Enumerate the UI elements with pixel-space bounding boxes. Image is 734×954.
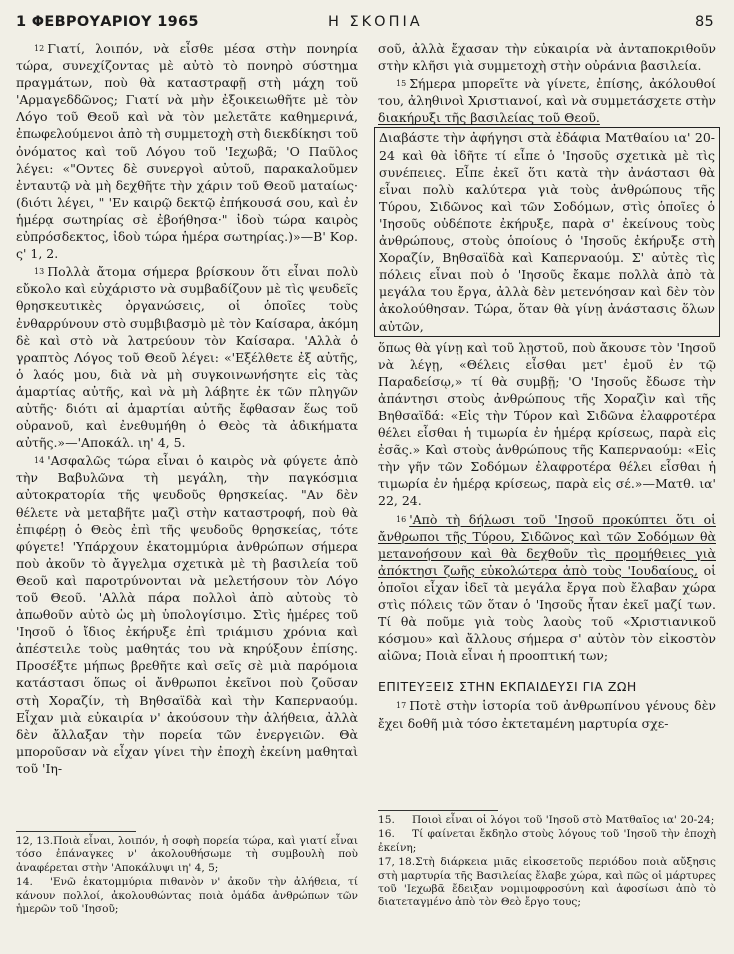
boxed-passage — [374, 127, 720, 336]
paragraph-text: Σήμερα μπορεῖτε νὰ γίνετε, ἐπίσης, ἀκόλουθοί του, ἀληθινοὶ Χριστιανοί, καὶ νὰ συμμετάσχετε στὴν — [378, 76, 717, 109]
paragraph-14 — [16, 452, 358, 777]
paragraph-text: σοῦ, ἀλλὰ ἔχασαν τὴν εὐκαιρία νὰ ἀνταποκριθοῦν στὴν κλῆσι γιὰ συμμετοχὴ στὴν οὐράνια βασιλεία. — [378, 41, 716, 74]
page-header — [16, 8, 716, 34]
magazine-title: Η ΣΚΟΠΙΑ — [328, 14, 423, 30]
issue-date: 1 ΦΕΒΡΟΥΑΡΙΟΥ 1965 — [16, 14, 199, 30]
section-heading: ΕΠΙΤΕΥΞΕΙΣ ΣΤΗΝ ΕΚΠΑΙΔΕΥΣΙ ΓΙΑ ΖΩΗ — [378, 679, 637, 695]
question-text: 'Ενῶ ἑκατομμύρια πιθανὸν ν' ἀκοῦν τὴν ἀλήθεια, τί κάνουν πολλοί, ἀκολουθώντας ποιὰ ὁμάδα ἀνθρώπων τῶν ἡμερῶν τοῦ 'Ιησοῦ; — [16, 876, 358, 916]
paragraph-number: 13 — [34, 267, 45, 277]
paragraph-15-continued — [378, 339, 716, 510]
boxed-text: Διαβάστε τὴν ἀφήγησι στὰ ἐδάφια Ματθαίου ια' 20-24 καὶ θὰ ἰδῆτε τί εἶπε ὁ 'Ιησοῦς σχετικὰ μὲ τὶς συνέπειες. Εἶπε ἐκεῖ ὅτι κατὰ τὴν ἀνάστασι θὰ εἶναι πολὺ καλύτερα γιὰ τοὺς ἀνθρώπους τῆς Τύρου, Σιδῶνος καὶ τῶν Σοδόμων, στὶς ὁποῖες ὁ 'Ιησοῦς οὐδέποτε ἐκήρυξε, παρὰ σ' ἐκείνους τοὺς ἀνθρώπους, στοὺς ὁποίους ὁ 'Ιησοῦς ἐκήρυξε στὴ Χοραζίν, Βηθσαϊδὰ καὶ Καπερναούμ. Σ' αὐτὲς τὶς πόλεις εἶναι ποὺ ὁ 'Ιησοῦς ἔκαμε πολλὰ ἀπὸ τὰ μεγάλα του ἔργα, ἀλλὰ δὲν μετενόησαν καὶ δὲν τὸν ἀκολούθησαν. Τώρα, ὅταν θὰ γίνῃ ἀνάστασις ὅλων αὐτῶν, — [379, 130, 715, 334]
left-column — [16, 40, 358, 778]
question-number: 14. — [16, 876, 33, 889]
question-number: 15. — [378, 814, 395, 826]
question-text: Ποιοὶ εἶναι οἱ λόγοι τοῦ 'Ιησοῦ στὸ Ματθαῖος ια' 20-24; — [412, 814, 715, 826]
underlined-text: 'Απὸ τὴ δήλωσι τοῦ 'Ιησοῦ προκύπτει ὅτι οἱ ἄνθρωποι τῆς Τύρου, Σιδῶνος καὶ τῶν Σοδόμων θὰ μετανοήσουν καὶ θὰ δεχθοῦν τὶς προμήθειες γιὰ ἀπόκτησι ζωῆς εὐκολώτερα ἀπὸ τοὺς 'Ιουδαίους, — [378, 511, 716, 578]
study-questions-left — [16, 831, 358, 917]
paragraph-number: 17 — [396, 701, 407, 711]
paragraph-text: Πολλὰ ἄτομα σήμερα βρίσκουν ὅτι εἶναι πολὺ εὔκολο καὶ εὐχάριστο νὰ συμβαδίζουν μὲ τὶς ψευδεῖς θρησκευτικὲς ὀργανώσεις, οἱ ὁποῖες τοὺς ἐνθαρρύνουν στὸ συμβιβασμὸ μὲ τὸν Καίσαρα, ἀκόμη δὲ καὶ στὸ νὰ λατρεύουν τὸν Καίσαρα. 'Αλλὰ ὁ γραπτὸς Λόγος τοῦ Θεοῦ λέγει: «'Εξέλθετε ἐξ αὐτῆς, ὁ λαός μου, διὰ νὰ μὴ συγκοινωνήσητε εἰς τὰς ἁμαρτίας αὐτῆς, καὶ νὰ μὴ λάβητε ἐκ τῶν πληγῶν αὐτῆς· διότι αἱ ἁμαρτίαι αὐτῆς ἔφθασαν ἕως τοῦ οὐρανοῦ, καὶ ἐνεθυμήθη ὁ Θεὸς τὰ ἀδικήματα αὐτῆς.»—'Αποκάλ. ιη' 4, 5. — [16, 264, 358, 451]
paragraph-14-continued — [378, 40, 716, 74]
question-item — [16, 835, 358, 875]
paragraph-16 — [378, 511, 716, 665]
paragraph-number: 16 — [396, 514, 407, 524]
question-number: 17, 18. — [378, 856, 416, 869]
footnote-rule — [378, 810, 498, 811]
underlined-text: διακήρυξι τῆς βασιλείας τοῦ Θεοῦ. — [378, 110, 600, 126]
question-text: Ποιὰ εἶναι, λοιπόν, ἡ σοφὴ πορεία τώρα, καὶ γιατί εἶναι τόσο ἐπάναγκες ν' ἀκολουθήσωμε τὴ συμβουλὴ ποὺ ἀναφέρεται στὴν 'Αποκάλυψι ιη' 4, 5; — [16, 835, 358, 874]
paragraph-15 — [378, 75, 716, 126]
question-item — [16, 876, 358, 916]
question-number: 12, 13. — [16, 835, 54, 847]
question-number: 16. — [378, 828, 395, 841]
paragraph-text: ὅπως θὰ γίνῃ καὶ τοῦ λῃστοῦ, ποὺ ἄκουσε τὸν 'Ιησοῦ νὰ λέγῃ, «Θέλεις εἶσθαι μετ' ἐμοῦ ἐν τῷ Παραδείσῳ,» τί θὰ συμβῇ; 'Ο 'Ιησοῦς ἔδωσε τὴν ἀπάντησι στοὺς ἀνθρώπους τῆς Χοραζὶν καὶ τῆς Βηθσαϊδά: «Εἰς τὴν Τύρον καὶ Σιδῶνα ἐλαφροτέρα θέλει εἶσθαι ἡ τιμωρία ἐν ἡμέρᾳ κρίσεως, παρὰ εἰς ἐσᾶς.» Καὶ στοὺς ἀνθρώπους τῆς Καπερναούμ: «Εἰς τὴν γῆν τῶν Σοδόμων ἐλαφροτέρα θέλει εἶσθαι ἡ τιμωρία ἐν ἡμέρᾳ κρίσεως, παρὰ εἰς σέ.»—Ματθ. ια' 22, 24. — [378, 339, 716, 509]
study-questions-right — [378, 810, 716, 911]
footnote-rule — [16, 831, 136, 832]
paragraph-number: 14 — [34, 456, 45, 466]
paragraph-number: 15 — [396, 79, 407, 89]
paragraph-text: οἱ ὁποῖοι εἶχαν ἰδεῖ τὰ μεγάλα ἔργα ποὺ ἔλαβαν χώρα στὶς πόλεις τῶν ὅταν ὁ 'Ιησοῦς ἦταν ἐκεῖ μαζί των. Τί θὰ ποῦμε γιὰ τοὺς λαοὺς τοῦ «Χριστιανικοῦ κόσμου» καὶ ἄλλους σήμερα σ' αὐτὸν τὸν εἰκοστὸν αἰῶνα; Ποιὰ εἶναι ἡ προοπτική των; — [378, 562, 716, 664]
paragraph-12 — [16, 40, 358, 262]
paragraph-13 — [16, 263, 358, 451]
paragraph-text: Ποτὲ στὴν ἱστορία τοῦ ἀνθρωπίνου γένους δὲν ἔχει δοθῆ μιὰ τόσο ἐκτεταμένη μαρτυρία σχε- — [378, 698, 716, 731]
paragraph-text: 'Ασφαλῶς τώρα εἶναι ὁ καιρὸς νὰ φύγετε ἀπὸ τὴν Βαβυλῶνα τὴ μεγάλη, τὴν παγκόσμια αὐτοκρατορία τῆς ψευδοῦς θρησκείας. "Αν δὲν θέλετε νὰ μεταβῆτε μαζὶ στὴν καταστροφή, ποὺ θὰ ἐπιφέρῃ ὁ Θεὸς ἐπὶ τῆς ψευδοῦς θρησκείας, τότε φύγετε! 'Υπάρχουν ἑκατομμύρια ἀνθρώπων σήμερα ποὺ ἀκοῦν τὸ ἄγγελμα σχετικὰ μὲ τὴ βασιλεία τοῦ Θεοῦ καὶ παροτρύνονται νὰ μελετήσουν τὸν Λόγο τοῦ Θεοῦ. 'Αλλὰ πάρα πολλοὶ ἀπὸ αὐτοὺς τὸ ἀπωθοῦν αὐτὸ ὡς μὴ ὑπολογίσιμο. Στὶς ἡμέρες τοῦ 'Ιησοῦ ὁ ἴδιος ἐκήρυξε ἐπὶ τριάμισυ χρόνια καὶ ἀπέστειλε τοὺς μαθητάς του νὰ κηρύξουν ἐπίσης. Προσέξτε μήπως βρεθῆτε καὶ σεῖς σὲ μιὰ παρόμοια κατάστασι ὅπως οἱ ἄνθρωποι ἐκεῖνοι ποὺ ζοῦσαν στὴ Χοραζίν, τὴ Βηθσαϊδὰ καὶ τὴν Καπερναούμ. Εἶχαν μιὰ εὐκαιρία ν' ἀκούσουν τὴν ἀλήθεια, ἀλλὰ δὲν ἄλλαξαν τὴν πορεία τῶν ἐνεργειῶν. Θὰ μποροῦσαν νὰ εἶχαν γίνει τὴν ἐποχὴ ἐκείνη μαθηταὶ τοῦ 'Ιη- — [16, 453, 358, 776]
question-item — [378, 828, 716, 855]
right-column — [378, 40, 716, 733]
paragraph-17 — [378, 697, 716, 731]
question-text: Τί φαίνεται ἔκδηλο στοὺς λόγους τοῦ 'Ιησοῦ τὴν ἐποχὴ ἐκείνη; — [378, 828, 716, 854]
paragraph-text: Γιατί, λοιπόν, νὰ εἶσθε μέσα στὴν πονηρία τώρα, συνεχίζοντας μὲ αὐτὸ τὸ πονηρὸ σύστημα πραγμάτων, ποὺ θὰ καταστραφῇ στὴ μάχη τοῦ 'Αρμαγεδδῶνος; Γιατί νὰ μὴν ἐξοικειωθῆτε μὲ τὸν Λόγο τοῦ Θεοῦ καὶ νὰ τὸν μελετᾶτε καθημερινά, ἐπωφελούμενοι ἀπὸ τὴ συμμετοχὴ στὴ διεκδίκησι τοῦ ὀνόματος καὶ τοῦ Λόγου τοῦ 'Ιεχωβᾶ; 'Ο Παῦλος λέγει: «"Οντες δὲ συνεργοὶ αὐτοῦ, παρακαλοῦμεν ἐνταυτῷ νὰ μὴ δεχθῆτε τὴν χάριν τοῦ Θεοῦ ματαίως· (διότι λέγει, " 'Εν καιρῷ δεκτῷ ἐπήκουσά σου, καὶ ἐν ἡμέρᾳ σωτηρίας σὲ ἐβοήθησα·" ἰδοὺ τώρα καιρὸς εὐπρόσδεκτος, ἰδοὺ τώρα ἡμέρα σωτηρίας.)»—Β' Κορ. ς' 1, 2. — [16, 41, 358, 262]
paragraph-number: 12 — [34, 44, 45, 53]
question-item — [378, 814, 716, 827]
page-number: 85 — [694, 14, 714, 30]
question-item — [378, 856, 716, 910]
question-text: Στὴ διάρκεια μιᾶς εἰκοσετοῦς περιόδου ποιὰ αὔξησις στὴ μαρτυρία τῆς Βασιλείας ἔλαβε χώρα, καὶ πῶς οἱ μάρτυρες τοῦ 'Ιεχωβᾶ ἔδειξαν νομιμοφροσύνη καὶ ἀφοσίωσι ἀπὸ τὸ διατεταγμένο ἀπὸ τὸν Θεὸ ἔργο τους; — [378, 856, 716, 909]
